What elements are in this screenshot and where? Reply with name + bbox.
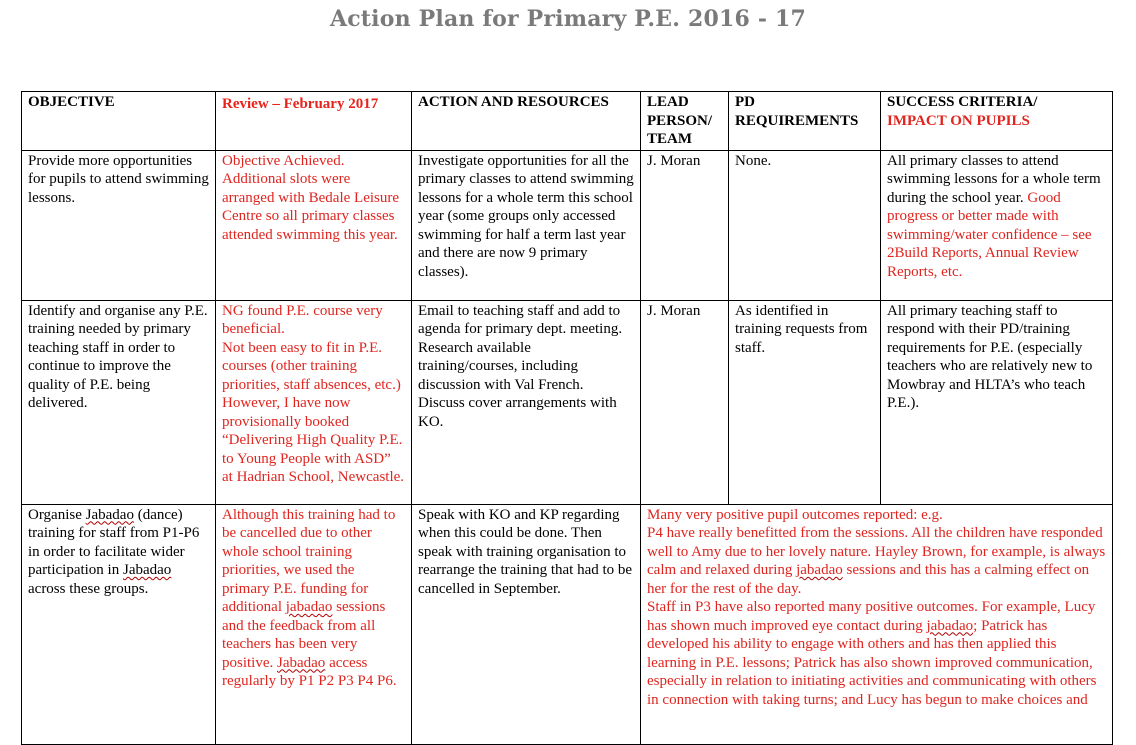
action-plan-table <box>21 91 1113 745</box>
outcomes-keyword: jabadao <box>796 562 843 578</box>
success-text: All primary classes to attend swimming lessons for a whole term during the school year. <box>887 152 1101 206</box>
outcomes-text: ; Patrick has developed his ability to engage with others and has then applied this learning in P.E. lessons; Patrick has also shown improved communication, especially in relation to initiating activities and communicating with others in connection with taking turns; and Lucy has begun to make choices and <box>647 617 1097 708</box>
header-impact-label: IMPACT ON PUPILS <box>887 112 1030 129</box>
outcomes-keyword: jabadao <box>926 617 974 634</box>
cell-action: Investigate opportunities for all the primary classes to attend swimming lessons for a whole term this school year (some groups only accessed swimming for half a term last year and there are now 9 primary classes). <box>412 150 641 300</box>
table-row <box>22 504 1113 744</box>
header-pd <box>729 92 881 151</box>
cell-action: Speak with KO and KP regarding when this could be done. Then speak with training organisation to rearrange the training that had to be cancelled in September. <box>412 504 641 744</box>
outcomes-line <box>647 524 1106 598</box>
cell-objective <box>22 504 216 744</box>
outcomes-text: Staff in P3 have also reported many positive outcomes. For example, Lucy has shown much improved eye contact during <box>647 599 1096 634</box>
cell-review: Objective Achieved. Additional slots were arranged with Bedale Leisure Centre so all primary classes attended swimming this year. <box>216 150 412 300</box>
table-row <box>22 150 1113 300</box>
outcomes-text: P4 have really benefitted from the sessions. All the children have responded well to Amy due to her lovely nature. Hayley Brown, for example, is always calm and relaxed during <box>647 525 1106 578</box>
review-line: NG found P.E. course very beneficial. <box>222 302 383 337</box>
table-row <box>22 300 1113 504</box>
impact-text: Good progress or better made with swimming/water confidence – see 2Build Reports, Annual Review Reports, etc. <box>887 189 1092 280</box>
cell-objective: Provide more opportunities for pupils to attend swimming lessons. <box>22 150 216 300</box>
review-keyword: jabadao <box>285 599 333 615</box>
outcomes-line: Many very positive pupil outcomes reported: e.g. <box>647 506 943 523</box>
action-line: Discuss cover arrangements with KO. <box>418 395 617 430</box>
review-text: sessions and the feedback from all teachers has been very positive. <box>222 599 386 671</box>
review-text: access regularly by P1 P2 P3 P4 P6. <box>222 654 397 689</box>
outcomes-line <box>647 598 1106 709</box>
objective-text: across these groups. <box>28 580 149 597</box>
cell-objective: Identify and organise any P.E. training needed by primary teaching staff in order to continue to improve the quality of P.E. being delivered. <box>22 300 216 504</box>
review-keyword: Jabadao <box>277 654 326 671</box>
page-title: Action Plan for Primary P.E. 2016 - 17 <box>329 6 807 32</box>
cell-pd: As identified in training requests from staff. <box>729 300 881 504</box>
objective-keyword: Jabadao <box>122 562 172 578</box>
header-pd-label: PD REQUIREMENTS <box>735 94 859 129</box>
review-text: Although this training had to be cancelled due to other whole school training priorities, we used the primary P.E. funding for additional <box>222 506 396 615</box>
header-objective: OBJECTIVE <box>22 92 216 151</box>
outcomes-text: sessions and this has a calming effect on her for the rest of the day. <box>647 562 1090 597</box>
header-review: Review – February 2017 <box>216 92 412 151</box>
cell-lead: J. Moran <box>641 300 729 504</box>
objective-text: Organise <box>28 506 86 523</box>
cell-success <box>881 150 1113 300</box>
cell-review <box>216 300 412 504</box>
cell-outcomes <box>641 504 1113 744</box>
cell-success: All primary teaching staff to respond with their PD/training requirements for P.E. (especially teachers who are relatively new to Mowbray and HLTA’s who teach P.E.). <box>881 300 1113 504</box>
header-row <box>22 92 1113 151</box>
action-line: Research available training/courses, including discussion with Val French. <box>418 339 584 393</box>
cell-pd: None. <box>729 150 881 300</box>
header-success <box>881 92 1113 151</box>
header-lead: LEAD PERSON/ TEAM <box>641 92 729 151</box>
cell-review <box>216 504 412 744</box>
header-success-label: SUCCESS CRITERIA/ <box>887 94 1038 110</box>
cell-lead: J. Moran <box>641 150 729 300</box>
objective-text: (dance) training for staff from P1-P6 in order to facilitate wider participation in <box>28 506 200 578</box>
objective-keyword: Jabadao <box>85 506 134 523</box>
review-line: Not been easy to fit in P.E. courses (other training priorities, staff absences, etc.) However, I have now provisionally booked “Delivering High Quality P.E. to Young People with ASD” at Hadrian School, Newcastle. <box>222 339 405 485</box>
header-action: ACTION AND RESOURCES <box>412 92 641 151</box>
cell-action <box>412 300 641 504</box>
action-line: Email to teaching staff and add to agenda for primary dept. meeting. <box>418 302 623 337</box>
